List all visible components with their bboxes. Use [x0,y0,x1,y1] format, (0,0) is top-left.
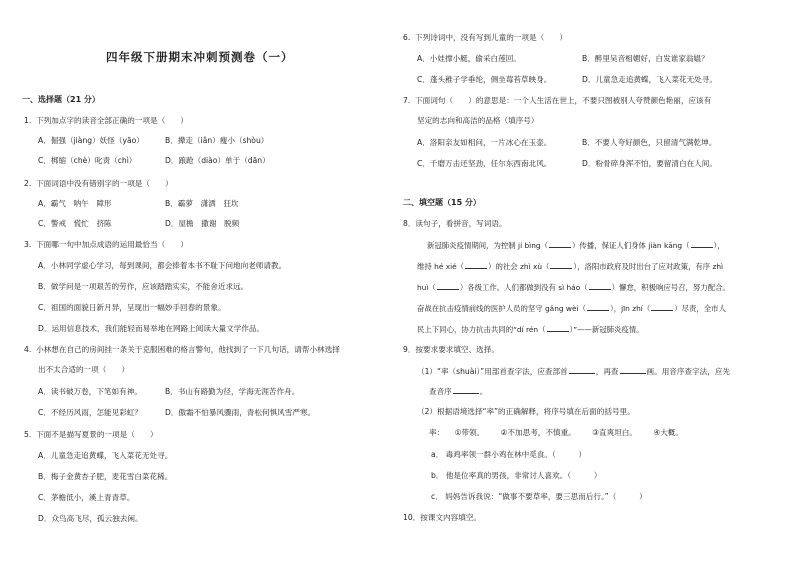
q8-line3: huì（ ）各级工作。人们都做到没有 sì háo（ ）懈怠，积极响应号召，努力配合。 [417,283,730,292]
page-title: 四年级下册期末冲刺预测卷（一） [106,50,294,64]
def-1: ①带领。 [454,428,485,437]
q4-option-a[interactable]: A．读书破万卷，下笔如有神。 [38,387,142,396]
q9-blank-radical[interactable] [569,366,595,374]
q9-stem: 9．按要求要求填空、选择。 [403,345,499,354]
q8-line1: 新冠肺炎疫情期间，为控制 jí bìng（ ）传播，保证人们身体 jiàn kāng（ ）， [427,241,725,250]
q6-option-d[interactable]: D．儿童急走追黄蝶，飞入菜花无处寻。 [582,75,717,84]
q7-stem-cont: 坚定的志向和高洁的品格（填序号） [417,116,539,125]
q10-stem: 10．按课文内容填空。 [403,513,482,522]
q8-blank-jibing[interactable] [549,240,571,248]
q9-item-a[interactable]: a． 毒鸡率领一群小鸡在林中觅食。（ ） [431,450,587,459]
q6-option-a[interactable]: A．小娃撑小艇，偷采白莲回。 [417,54,521,63]
q1-option-c[interactable]: C．梆缩（chè）叱责（chì） [38,156,137,165]
q4-option-c[interactable]: C．不经历风雨，怎能见彩虹？ [38,408,143,417]
q9-item-c[interactable]: c． 妈妈告诉我说：“做事不要草率，要三思而后行。”（ ） [431,492,647,501]
q8-blank-zhihui[interactable] [437,282,459,290]
q8-line5: 民上下同心，协力抗击共同的“dí rén（ ）”——新冠肺炎疫情。 [417,325,644,334]
q5-option-d[interactable]: D．众鸟高飞尽，孤云独去闲。 [38,514,143,523]
q9-blank-strokes[interactable] [620,366,646,374]
q3-option-d[interactable]: D．运用信息技术，我们能轻而易举地在网路上阅读大量文学作品。 [38,324,265,333]
q7-option-c[interactable]: C．千磨万击还坚劲，任尔东西南北风。 [417,159,552,168]
q8-blank-zhixu[interactable] [550,261,572,269]
q3-stem: 3. 下面哪一句中加点成语的运用最恰当（ ） [24,240,188,249]
q6-option-b[interactable]: B．醉里吴音相媚好，白发谁家翁媪？ [582,54,709,63]
q8-blank-jiankang[interactable] [691,240,713,248]
q9-part1-cont: 查音序 。 [429,387,488,396]
def-4: ④大概。 [653,428,683,437]
q6-option-c[interactable]: C．蓬头稚子学垂纶，侧坐莓苔草映身。 [417,75,552,84]
q8-line2: 维持 hé xié（ ）的社会 zhì xù（ ），洛阳市政府及时出台了应对政策，有序 zhì [417,262,724,271]
q3-option-b[interactable]: B．做学问是一项艰苦的劳作，应该踏踏实实，不能舍近求远。 [38,282,249,291]
q4-option-b[interactable]: B．书山有路勤为径，学海无涯苦作舟。 [165,387,300,396]
q2-option-a[interactable]: A．霸气 呐午 障形 [38,199,112,208]
q1-option-b[interactable]: B．撵走（iǎn）瘦小（shòu） [165,136,269,145]
q2-option-d[interactable]: D．屋檐 撒谢 脱频 [165,219,240,228]
section-choice-heading: 一、选择题（21 分） [22,95,100,104]
def-2: ②不加思考，不慎重。 [500,428,576,437]
q8-blank-gangwei[interactable] [587,303,609,311]
q1-stem: 1. 下列加点字的读音全部正确的一项是（ ） [24,116,188,125]
q7-option-d[interactable]: D．粉骨碎身浑不怕，要留清白在人间。 [582,159,717,168]
q9-definitions: 率： ①带领。 ②不加思考，不慎重。 ③直爽坦白。 ④大概。 [429,428,683,437]
q5-option-b[interactable]: B．梅子金黄杏子肥，麦花雪白菜花稀。 [38,472,173,481]
q9-blank-index[interactable] [453,386,479,394]
section-fill-heading: 二、填空题（15 分） [403,198,481,207]
q8-stem: 8．读句子，看拼音，写词语。 [403,219,507,228]
q8-blank-sihao[interactable] [589,282,611,290]
q2-option-b[interactable]: B．霸萝 潇洒 狂坎 [165,199,239,208]
q5-stem: 5. 下面不是描写夏景的一项是（ ） [24,430,158,439]
q5-option-a[interactable]: A．儿童急走追黄蝶，飞入菜花无处寻。 [38,451,173,460]
q8-line4: 奋战在抗击疫情前线的医护人员的坚守 gǎng wèi（ ），jīn zhí（ ）尽责，全市人 [417,304,726,313]
q9-part2: （2）根据语境选择“率”的正确解释，将序号填在后面的括号里。 [417,407,635,416]
q3-option-c[interactable]: C．祖国的面貌日新月异，呈现出一幅妙手回春的景象。 [38,303,226,312]
q2-stem: 2. 下面词语中没有错别字的一项是（ ） [24,179,173,188]
q4-stem-cont: 出不太合适的一项（ ） [38,365,130,374]
q6-stem: 6. 下列诗词中，没有写到儿童的一项是（ ） [403,33,567,42]
q7-option-a[interactable]: A．洛阳亲友如相问，一片冰心在玉壶。 [417,138,552,147]
q9-part1: （1）“率（shuài）”用部首查字法，应查部首 ，再查 画。用音序查字法，应先 [417,367,731,376]
q8-blank-jinzhi[interactable] [651,303,673,311]
q4-stem: 4. 小林想在自己的房间挂一条关于克服困难的格言警句，他找到了一下几句话，请帮小林选择 [24,345,340,354]
q5-option-c[interactable]: C．茅檐低小，溪上青青草。 [38,493,135,502]
q7-option-b[interactable]: B．不要人夸好颜色，只留清气满乾坤。 [582,138,717,147]
q1-option-d[interactable]: D．踉跄（diào）单于（dān） [165,156,270,165]
q4-option-d[interactable]: D．傲霜不怕暴风骤雨，青松何惧风雪严寒。 [165,408,316,417]
q7-stem: 7. 下面词句（ ）的意思是：一个人生活在世上，不要只图被别人夸赞颜色艳丽，应该有 [403,96,712,105]
q8-blank-hexie[interactable] [465,261,487,269]
q9-item-b[interactable]: b． 他是位率真的男孩，非常讨人喜欢。（ ） [431,471,602,480]
q3-option-a[interactable]: A．小林同学虚心学习，每到课间，都会捧着本书不耻下问地向老师请教。 [38,261,287,270]
def-3: ③直爽坦白。 [592,428,637,437]
q8-blank-diren[interactable] [547,324,569,332]
q2-option-c[interactable]: C．警戒 慌忙 挤陈 [38,219,112,228]
q1-option-a[interactable]: A．倔强（jiàng）妖怪（yāo） [38,136,144,145]
